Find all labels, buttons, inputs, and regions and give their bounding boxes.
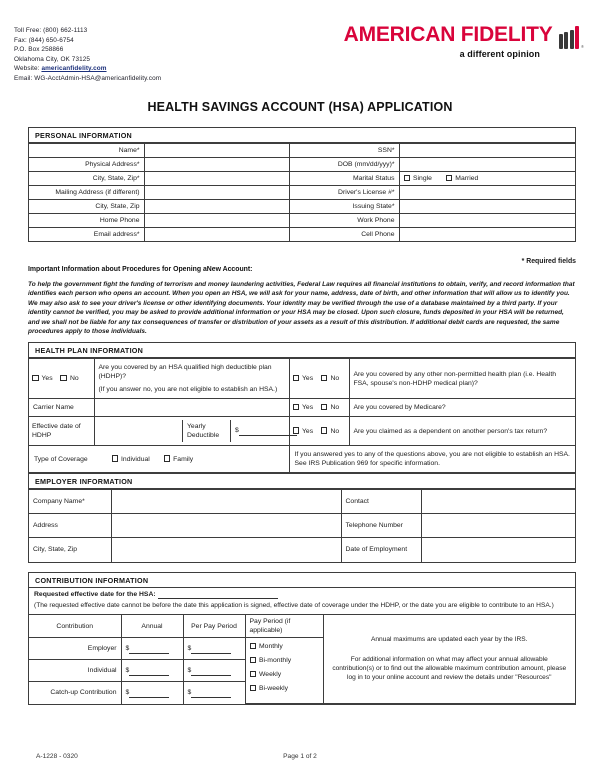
personal-information-table [29, 143, 575, 241]
page-number: Page 1 of 2 [283, 753, 317, 760]
field-marital-status [399, 172, 575, 186]
q1-yes-label: Yes [41, 375, 53, 382]
column-header-annual: Annual [121, 615, 183, 638]
table-row [29, 514, 575, 538]
checkbox-icon[interactable] [250, 671, 257, 678]
dollar-sign: $ [125, 688, 130, 696]
table-row [29, 399, 575, 417]
contribution-table [29, 615, 575, 704]
checkbox-icon[interactable] [293, 375, 300, 382]
q4-yes-option[interactable] [293, 427, 314, 436]
column-header-per-pay-period: Per Pay Period [183, 615, 245, 638]
marital-single-label: Single [413, 175, 432, 182]
employer-table [29, 489, 575, 562]
q1-eligibility-note: (If you answer no, you are not eligible to establish an HSA.) [98, 386, 278, 393]
personal-information-heading: PERSONAL INFORMATION [29, 128, 575, 143]
label-work-phone: Work Phone [289, 214, 399, 228]
health-plan-information-heading: HEALTH PLAN INFORMATION [29, 343, 575, 358]
table-row [29, 446, 575, 473]
notice-heading: Important Information about Procedures for Opening aNew Account: [28, 266, 253, 273]
label-yearly-deductible: Yearly Deductible [183, 420, 231, 442]
coverage-individual-option[interactable] [112, 455, 150, 464]
table-row [29, 228, 575, 242]
checkbox-icon[interactable] [321, 427, 328, 434]
marital-married-option[interactable] [446, 174, 479, 183]
checkbox-icon[interactable] [321, 404, 328, 411]
label-marital-status: Marital Status [289, 172, 399, 186]
contribution-information-section [28, 572, 576, 705]
field-catchup-annual[interactable] [121, 682, 183, 704]
field-employer-address[interactable] [111, 514, 341, 538]
logo-wordmark: AMERICAN FIDELITY [343, 23, 553, 46]
label-home-phone: Home Phone [29, 214, 144, 228]
website-link[interactable]: americanfidelity.com [41, 65, 107, 73]
checkbox-icon[interactable] [250, 643, 257, 650]
table-row [29, 186, 575, 200]
type-of-coverage-cell [29, 446, 289, 473]
field-drivers-license[interactable] [399, 186, 575, 200]
label-issuing-state: Issuing State* [289, 200, 399, 214]
checkbox-icon[interactable] [321, 375, 328, 382]
label-requested-effective-date: Requested effective date for the HSA: [34, 591, 156, 598]
employer-information-heading: EMPLOYER INFORMATION [29, 474, 575, 489]
effective-date-group [94, 417, 289, 446]
field-physical-address[interactable] [144, 158, 289, 172]
pay-period-biweekly-label: Bi-weekly [259, 685, 289, 692]
checkbox-icon[interactable] [250, 657, 257, 664]
field-individual-per-pay[interactable] [183, 660, 245, 682]
q2-no-option[interactable] [321, 374, 339, 383]
pay-period-weekly-label: Weekly [259, 671, 282, 678]
table-row [29, 214, 575, 228]
checkbox-icon[interactable] [446, 175, 453, 182]
field-name[interactable] [144, 144, 289, 158]
health-plan-table [29, 358, 575, 472]
label-cell-phone: Cell Phone [289, 228, 399, 242]
po-box-line: P.O. Box 258866 [14, 46, 64, 54]
pay-period-bimonthly-label: Bi-monthly [259, 657, 292, 664]
checkbox-icon[interactable] [250, 685, 257, 692]
dollar-sign: $ [125, 644, 130, 652]
q2-yes-option[interactable] [293, 374, 314, 383]
label-ssn: SSN* [289, 144, 399, 158]
label-carrier-name: Carrier Name [29, 399, 94, 417]
health-plan-footnote: If you answered yes to any of the questions above, you are not eligible to establish an HSA. See IRS Publication 969 for specific information. [289, 446, 575, 473]
checkbox-icon[interactable] [112, 455, 119, 462]
field-home-phone[interactable] [144, 214, 289, 228]
field-work-phone[interactable] [399, 214, 575, 228]
checkbox-icon[interactable] [164, 455, 171, 462]
q4-no-option[interactable] [321, 427, 339, 436]
field-individual-annual[interactable] [121, 660, 183, 682]
label-email-address: Email address* [29, 228, 144, 242]
field-city-state-zip[interactable] [144, 172, 289, 186]
q1-text-cell [94, 359, 289, 399]
dollar-sign: $ [187, 644, 192, 652]
q3-no-label: No [330, 404, 340, 411]
email-line [14, 74, 314, 84]
q2-yesno-cell [289, 359, 349, 399]
contribution-information-heading: CONTRIBUTION INFORMATION [29, 573, 575, 588]
field-mailing-city-state-zip[interactable] [144, 200, 289, 214]
label-employer-city-state-zip: City, State, Zip [29, 538, 111, 562]
coverage-family-option[interactable] [164, 455, 194, 464]
dollar-sign: $ [125, 666, 130, 674]
coverage-family-label: Family [173, 455, 194, 463]
label-contact: Contact [341, 490, 421, 514]
logo-tagline: a different opinion [459, 49, 540, 59]
checkbox-icon[interactable] [293, 404, 300, 411]
coverage-individual-label: Individual [121, 455, 150, 463]
pay-period-options-cell [245, 638, 323, 704]
q2-yes-label: Yes [302, 375, 314, 382]
q1-question-text: Are you covered by an HSA qualified high deductible plan (HDHP)? [98, 364, 272, 380]
pay-period-monthly-option[interactable] [250, 642, 319, 651]
column-header-contribution: Contribution [29, 615, 121, 638]
q4-text-cell: Are you claimed as a dependent on another person's tax return? [349, 417, 575, 446]
table-row [29, 417, 575, 446]
marital-single-option[interactable] [404, 174, 432, 183]
field-effective-date-hdhp[interactable] [95, 420, 183, 442]
important-information-notice [28, 258, 576, 336]
field-yearly-deductible[interactable] [231, 420, 289, 442]
website-line [14, 64, 314, 74]
label-drivers-license: Driver's License #* [289, 186, 399, 200]
logo-bars-icon [559, 26, 580, 49]
dollar-sign: $ [187, 666, 192, 674]
email-address: WG-AcctAdmin-HSA@americanfidelity.com [34, 74, 162, 82]
q3-text-cell: Are you covered by Medicare? [349, 399, 575, 417]
q4-no-label: No [330, 427, 340, 435]
table-row [29, 200, 575, 214]
notice-body: To help the government fight the funding of terrorism and money laundering activities, Federal Law requires all financial institutions to obtain, verify, and record information that identifies each person who opens an account. When you open an HSA, we will ask for your name, address, date of birth, and other information that will allow us to identify you. We may also ask to see your driver's license or other identifying documents. Your identity may be verified through the use of a database maintained by a third party. If your identity cannot be verified, you may be asked to provide additional information or your HSA may be closed. Upon such closure, funds deposited in your HSA will be returned, and we shall not be liable for any tax consequences of transfer or distribution of your assets as a result of this distribution. If additional debit cards are requested, the same procedures apply to those individuals. [28, 281, 575, 336]
q1-no-option[interactable] [60, 374, 78, 383]
pay-period-biweekly-option[interactable] [250, 684, 319, 693]
field-company-name[interactable] [111, 490, 341, 514]
row-label-individual: Individual [29, 660, 121, 682]
table-row [29, 172, 575, 186]
label-physical-address: Physical Address* [29, 158, 144, 172]
field-carrier-name[interactable] [94, 399, 289, 417]
website-label: Website: [14, 65, 40, 73]
checkbox-icon[interactable] [404, 175, 411, 182]
field-employer-annual[interactable] [121, 638, 183, 660]
field-employer-per-pay[interactable] [183, 638, 245, 660]
column-header-pay-period: Pay Period (if applicable) [245, 615, 323, 638]
pay-period-weekly-option[interactable] [250, 670, 319, 679]
q3-yes-label: Yes [302, 404, 314, 411]
contribution-note-line1: Annual maximums are updated each year by the IRS. [370, 636, 528, 644]
contribution-note-line2: For additional information on what may affect your annual allowable contribution(s) or to find out the allowable maximum contribution amount, please log in to your online account and review the details under "Resources" [332, 655, 567, 682]
field-contact[interactable] [421, 490, 575, 514]
checkbox-icon[interactable] [293, 427, 300, 434]
page-footer [0, 753, 600, 760]
table-row [29, 144, 575, 158]
field-ssn[interactable] [399, 144, 575, 158]
field-telephone-number[interactable] [421, 514, 575, 538]
contribution-note-cell [323, 615, 575, 704]
employer-information-section [28, 473, 576, 563]
label-employer-address: Address [29, 514, 111, 538]
q1-yesno-cell [29, 359, 94, 399]
q1-yes-option[interactable] [32, 374, 53, 383]
q3-no-option[interactable] [321, 403, 339, 412]
label-date-of-employment: Date of Employment [341, 538, 421, 562]
label-type-of-coverage: Type of Coverage [34, 455, 88, 463]
form-code: A-1228 - 0320 [36, 753, 78, 760]
table-row [29, 359, 575, 399]
field-mailing-address[interactable] [144, 186, 289, 200]
label-mailing-city-state-zip: City, State, Zip [29, 200, 144, 214]
q2-no-label: No [330, 375, 340, 382]
city-state-line: Oklahoma City, OK 73125 [14, 55, 91, 63]
company-contact-block [14, 26, 314, 84]
field-catchup-per-pay[interactable] [183, 682, 245, 704]
table-header-row [29, 615, 575, 638]
label-name: Name* [29, 144, 144, 158]
health-plan-information-section [28, 342, 576, 473]
field-issuing-state[interactable] [399, 200, 575, 214]
required-fields-note: * Required fields [521, 258, 576, 265]
row-label-catchup: Catch-up Contribution [29, 682, 121, 704]
requested-effective-date-note: (The requested effective date cannot be before the date this application is signed, effective date of coverage under the HDHP, or the date you are eligible to contribute to an HSA.) [34, 602, 554, 609]
requested-effective-date-block [29, 588, 575, 615]
page-title: HEALTH SAVINGS ACCOUNT (HSA) APPLICATION [147, 100, 453, 114]
q4-yes-label: Yes [302, 427, 314, 435]
label-effective-date-hdhp: Effective date of HDHP [29, 417, 94, 446]
label-mailing-address: Mailing Address (if different) [29, 186, 144, 200]
label-telephone-number: Telephone Number [341, 514, 421, 538]
field-date-of-employment[interactable] [421, 538, 575, 562]
q4-yesno-cell [289, 417, 349, 446]
field-employer-city-state-zip[interactable] [111, 538, 341, 562]
personal-information-section [28, 127, 576, 242]
field-cell-phone[interactable] [399, 228, 575, 242]
email-label: Email: [14, 74, 33, 82]
table-row [29, 158, 575, 172]
pay-period-monthly-label: Monthly [259, 643, 283, 650]
fax-line: Fax: (844) 650-6754 [14, 36, 74, 44]
toll-free-line: Toll Free: (800) 662-1113 [14, 27, 88, 34]
pay-period-bimonthly-option[interactable] [250, 656, 319, 665]
q3-yes-option[interactable] [293, 403, 314, 412]
company-logo [344, 24, 584, 59]
table-row [29, 538, 575, 562]
checkbox-icon[interactable] [60, 375, 67, 382]
marital-married-label: Married [455, 175, 479, 182]
label-company-name: Company Name* [29, 490, 111, 514]
dollar-sign: $ [187, 688, 192, 696]
label-dob: DOB (mm/dd/yyy)* [289, 158, 399, 172]
field-email-address[interactable] [144, 228, 289, 242]
checkbox-icon[interactable] [32, 375, 39, 382]
q1-no-label: No [69, 375, 79, 382]
requested-effective-date-row [34, 591, 570, 599]
field-requested-effective-date[interactable] [158, 591, 278, 599]
q2-text-cell: Are you covered by any other non-permitted health plan (i.e. Health FSA, spouse's non-HDHP medical plan)? [349, 359, 575, 399]
field-dob[interactable] [399, 158, 575, 172]
q3-yesno-cell [289, 399, 349, 417]
dollar-sign: $ [235, 427, 239, 434]
registered-trademark-icon: ® [581, 44, 584, 49]
table-row [29, 490, 575, 514]
row-label-employer: Employer [29, 638, 121, 660]
label-city-state-zip: City, State, Zip* [29, 172, 144, 186]
